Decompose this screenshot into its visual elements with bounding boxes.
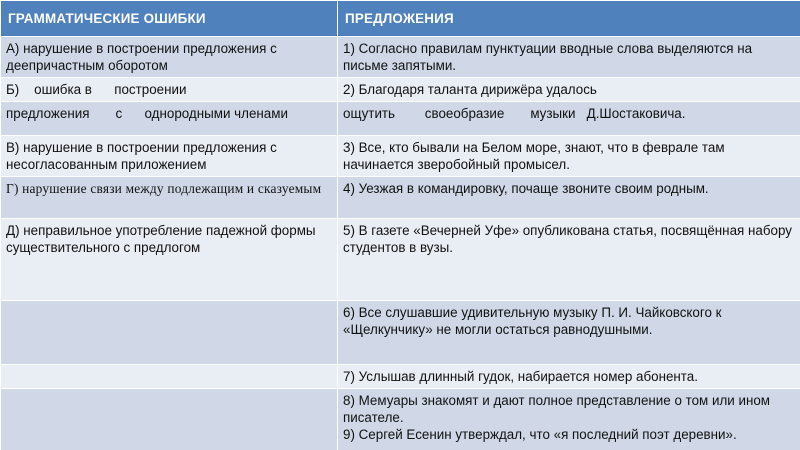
error-cell-empty-2 [1,365,338,389]
sentence-6-text: 6) Все слушавшие удивительную музыку П. И. Чайковского к «Щелкунчику» не могли остаться равнодушными. [343,305,722,337]
sentence-cell-7 [338,365,800,389]
header-grammar-errors: ГРАММАТИЧЕСКИЕ ОШИБКИ [1,1,338,37]
sentence-1-text: 1) Согласно правилам пунктуации вводные слова выделяются на письме запятыми. [343,41,753,73]
error-cell-v [1,136,338,177]
sentence-cell-3 [338,136,800,177]
error-b-continued-text: предложения с однородными членами [6,106,288,121]
sentence-2-continued-text: ощутить своеобразие музыки Д.Шостаковича. [343,106,686,121]
sentence-3-text: 3) Все, кто бывали на Белом море, знают, что в феврале там начинается зверобойный промысел. [343,140,725,172]
sentence-cell-2 [338,78,800,102]
table-row [1,78,800,102]
error-cell-empty-3 [1,389,338,450]
error-d-text: Д) неправильное употребление падежной формы существительного с предлогом [6,223,316,255]
table-row [1,389,800,450]
sentence-2-text: 2) Благодаря таланта дирижёра удалось [343,82,597,97]
error-cell-b-continued [1,102,338,136]
sentence-cell-6 [338,301,800,365]
sentence-4-text: 4) Уезжая в командировку, почаще звоните своим родным. [343,181,709,196]
table-row [1,37,800,78]
sentence-cell-5 [338,219,800,301]
error-g-text: Г) нарушение связи между подлежащим и сказуемым [6,181,322,196]
error-cell-d [1,219,338,301]
sentence-8-9-text: 8) Мемуары знакомят и дают полное представление о том или ином писателе. 9) Сергей Есенин утверждал, что «я последний поэт деревни». [343,393,771,442]
error-b-text: Б) ошибка в построении [6,82,187,97]
table-row [1,102,800,136]
header-sentences: ПРЕДЛОЖЕНИЯ [338,1,800,37]
error-v-text: В) нарушение в построении предложения с несогласованным приложением [6,140,277,172]
table-row [1,365,800,389]
sentence-cell-2-continued [338,102,800,136]
error-cell-a [1,37,338,78]
error-a-text: А) нарушение в построении предложения с деепричастным оборотом [6,41,277,73]
sentence-cell-8-9 [338,389,800,450]
table-row [1,219,800,301]
table-row [1,177,800,219]
table-row [1,301,800,365]
error-cell-b [1,78,338,102]
sentence-cell-1 [338,37,800,78]
sentence-cell-4 [338,177,800,219]
table-row [1,136,800,177]
error-cell-g [1,177,338,219]
sentence-5-text: 5) В газете «Вечерней Уфе» опубликована статья, посвящённая набору студентов в вузы. [343,223,792,255]
sentence-7-text: 7) Услышав длинный гудок, набирается номер абонента. [343,369,698,384]
error-cell-empty-1 [1,301,338,365]
table-header-row [1,1,800,37]
